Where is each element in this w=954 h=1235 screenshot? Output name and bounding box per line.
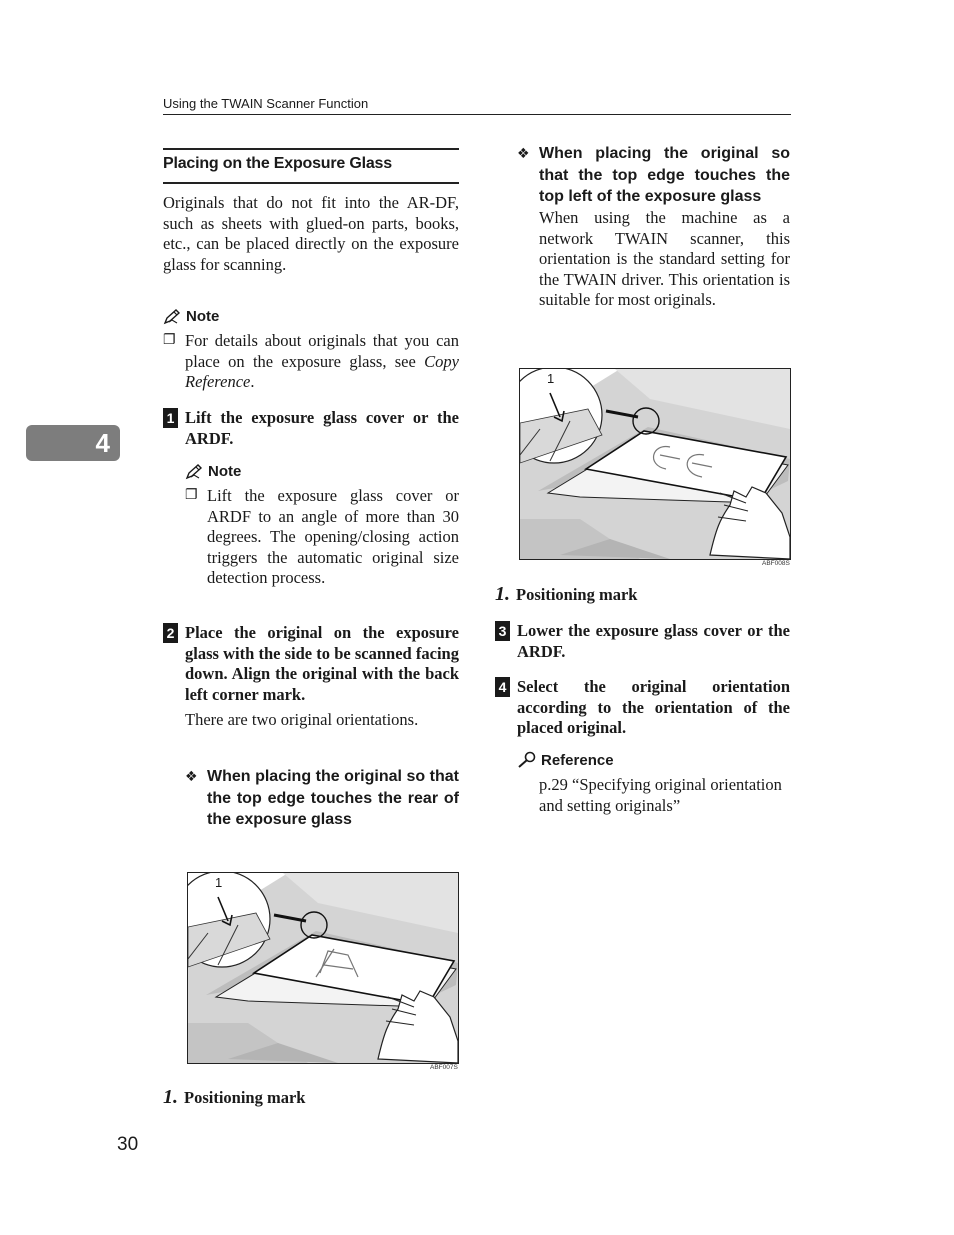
note-item [163,331,459,393]
section-bottom-rule [163,182,459,184]
scanner-illustration [188,873,458,1063]
figure-code: ABF008S [762,560,790,567]
note-item [185,486,459,589]
note-heading [185,463,241,480]
caption-text: Positioning mark [516,585,638,604]
scanner-illustration [520,369,790,559]
caption-text: Positioning mark [184,1088,306,1107]
step-4 [495,677,790,739]
figure-rear-orientation [187,872,459,1064]
step-1 [163,408,459,449]
reference-link[interactable]: p.29 “Specifying original orientation and setting originals” [539,775,782,815]
caption-number: 1. [163,1086,178,1108]
orientation-heading-top-left: ❖ When placing the original so that the top edge touches the top left of the exposure glass [517,143,790,208]
note-title: Note [208,463,242,480]
caption-number: 1. [495,583,510,605]
pencil-icon [163,309,182,325]
figure-callout: 1 [215,875,223,890]
figure-top-left-orientation [519,368,791,560]
step-number: 4 [495,677,510,697]
step-text: Lower the exposure glass cover or the ARDF. [517,621,790,661]
reference-heading [517,751,614,769]
copy-reference-link[interactable]: Copy Reference [185,351,459,391]
section-top-rule [163,148,459,150]
step-text: Place the original on the exposure glass with the side to be scanned facing down. Align the original with the back left corner mark. [185,623,459,704]
step-number: 1 [163,408,178,428]
running-header: Using the TWAIN Scanner Function [163,96,369,111]
orientation-body: When using the machine as a network TWAIN scanner, this orientation is the standard setting for the TWAIN driver. This orientation is suitable for most originals. [539,208,790,309]
header-rule [163,114,791,115]
magnifier-icon [517,751,537,769]
step-followup: There are two original orientations. [185,710,419,729]
figure-caption [495,583,637,606]
step-2 [163,623,459,705]
figure-caption [163,1086,305,1109]
chapter-tab[interactable]: 4 [26,425,120,461]
section-title: Placing on the Exposure Glass [163,155,392,172]
diamond-bullet-icon: ❖ [517,145,530,161]
page-number: 30 [117,1134,139,1155]
note-title: Note [186,308,220,325]
note-heading [163,308,219,325]
figure-callout: 1 [547,371,555,386]
orientation-heading-rear: ❖ When placing the original so that the top edge touches the rear of the exposure glass [185,766,459,831]
figure-code: ABF007S [430,1064,458,1071]
checkbox-icon: ❐ [185,488,198,503]
diamond-bullet-icon: ❖ [185,768,198,784]
checkbox-icon: ❐ [163,333,176,348]
note-item-text: For details about originals that you can place on the exposure glass, see Copy Reference. [185,331,459,391]
step-text: Lift the exposure glass cover or the ARDF. [185,408,459,448]
pencil-icon [185,464,204,480]
intro-paragraph: Originals that do not fit into the AR-DF, such as sheets with glued-on parts, books, etc., can be placed directly on the exposure glass for scanning. [163,193,459,274]
note-item-text: Lift the exposure glass cover or ARDF to an angle of more than 30 degrees. The opening/closing action triggers the automatic original size detection process. [207,486,459,587]
step-number: 3 [495,621,510,641]
step-text: Select the original orientation according to the orientation of the placed original. [517,677,790,737]
reference-title: Reference [541,751,614,769]
step-3 [495,621,790,662]
step-number: 2 [163,623,178,643]
